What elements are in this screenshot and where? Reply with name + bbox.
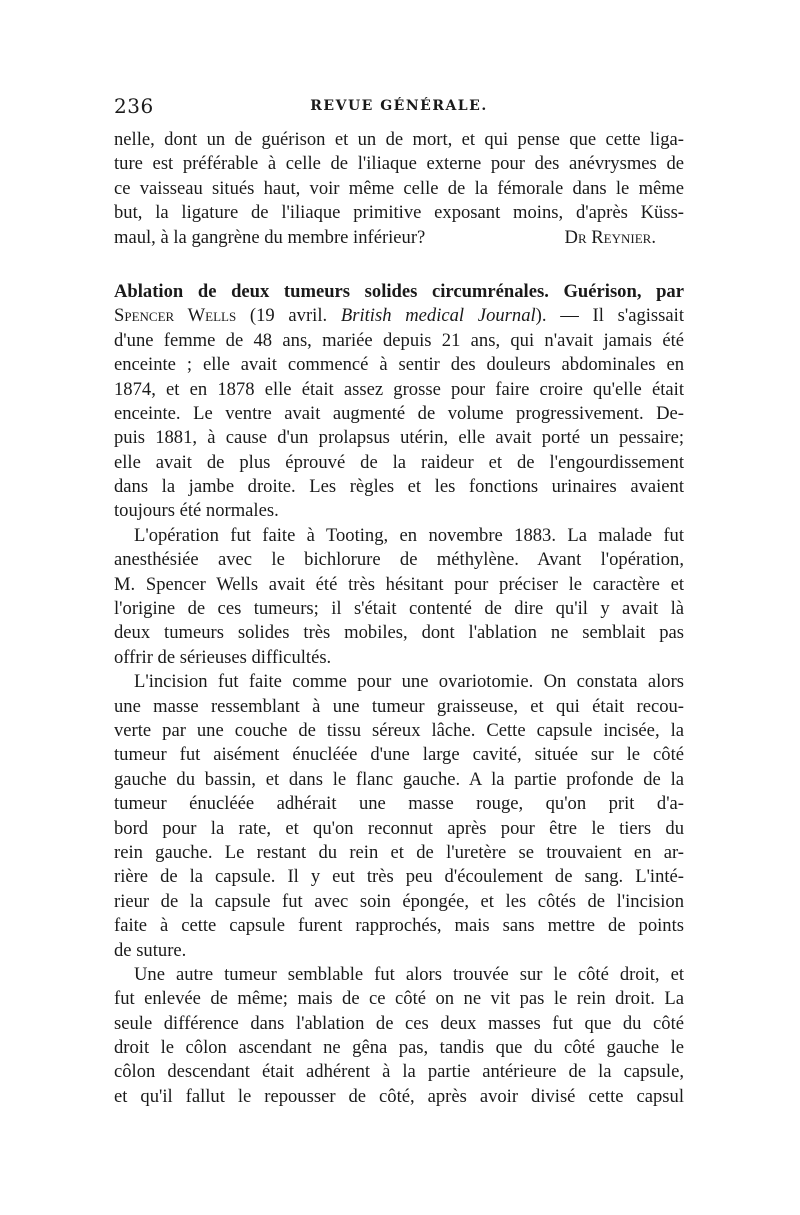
text-line: seule différence dans l'ablation de ces deux masses fut que du côté — [114, 1012, 684, 1034]
text-line: l'origine de ces tumeurs; il s'était contenté de dire qu'il y avait là — [114, 598, 684, 620]
citation-line — [114, 304, 684, 328]
text-line: d'une femme de 48 ans, mariée depuis 21 ans, qui n'avait jamais été — [114, 329, 684, 351]
page-number: 236 — [114, 94, 154, 118]
text-line: toujours été normales. — [114, 500, 279, 522]
text-line: anesthésiée avec le bichlorure de méthylène. Avant l'opération, — [114, 549, 684, 571]
article-author: Spencer Wells — [114, 305, 237, 327]
signature-row — [114, 226, 684, 250]
text-line: elle avait de plus éprouvé de la raideur et de l'engourdissement — [114, 451, 684, 473]
text-line: droit le côlon ascendant ne gêna pas, tandis que du côté gauche le — [114, 1037, 684, 1059]
citation-close: ). — Il s'agissait — [535, 305, 684, 327]
article-title: Ablation de deux tumeurs solides circumrénales. Guérison, par — [114, 280, 684, 302]
text-line: côlon descendant était adhérent à la partie antérieure de la capsule, — [114, 1061, 684, 1083]
text-line: enceinte ; elle avait commencé à sentir des douleurs abdominales en — [114, 354, 684, 376]
text-line: verte par une couche de tissu séreux lâche. Cette capsule incisée, la — [114, 720, 684, 741]
text-line: gauche du bassin, et dans le flanc gauche. A la partie profonde de la — [114, 768, 684, 790]
author-signature: Dr Reynier. — [564, 226, 656, 248]
text-line: enceinte. Le ventre avait augmenté de volume progressivement. De- — [114, 402, 684, 424]
running-header — [114, 94, 684, 124]
paragraph-start: L'opération fut faite à Tooting, en novembre 1883. La malade fut — [134, 524, 684, 546]
text-line: rieur de la capsule fut avec soin épongée, et les côtés de l'incision — [114, 890, 684, 912]
text-line: ce vaisseau situés haut, voir même celle de la fémorale dans le même — [114, 177, 684, 199]
paragraph-start: L'incision fut faite comme pour une ovariotomie. On constata alors — [134, 671, 684, 693]
text-line: de suture. — [114, 939, 187, 961]
text-line: deux tumeurs solides très mobiles, dont l'ablation ne semblait pas — [114, 622, 684, 644]
journal-title: REVUE GÉNÉRALE. — [310, 98, 488, 114]
text-line: une masse ressemblant à une tumeur graisseuse, et qui était recou- — [114, 695, 684, 717]
body-text — [114, 128, 684, 1109]
text-line: et qu'il fallut le repousser de côté, après avoir divisé cette capsul — [114, 1085, 684, 1107]
text-line: M. Spencer Wells avait été très hésitant pour préciser le caractère et — [114, 573, 684, 595]
text-line: maul, à la gangrène du membre inférieur? — [114, 226, 426, 248]
paragraph-start: Une autre tumeur semblable fut alors trouvée sur le côté droit, et — [134, 963, 684, 985]
text-line: but, la ligature de l'iliaque primitive exposant moins, d'après Küss- — [114, 202, 684, 224]
text-line: nelle, dont un de guérison et un de mort, et qui pense que cette liga- — [114, 129, 684, 150]
text-line: bord pour la rate, et qu'on reconnut après pour être le tiers du — [114, 817, 684, 839]
text-line: offrir de sérieuses difficultés. — [114, 646, 332, 668]
text-line: fut enlevée de même; mais de ce côté on ne vit pas le rein droit. La — [114, 988, 684, 1010]
text-line: tumeur énucléée adhérait une masse rouge, qu'on prit d'a- — [114, 793, 684, 815]
text-line: 1874, et en 1878 elle était assez grosse pour faire croire qu'elle était — [114, 378, 684, 400]
text-line: dans la jambe droite. Les règles et les fonctions urinaires avaient — [114, 476, 684, 498]
text-line: faite à cette capsule furent rapprochés, mais sans mettre de points — [114, 915, 684, 937]
text-line: tumeur fut aisément énucléée d'une large cavité, située sur le côté — [114, 744, 684, 766]
journal-name: British medical Journal — [340, 305, 536, 327]
section-spacer — [114, 250, 684, 280]
text-line: puis 1881, à cause d'un prolapsus utérin, elle avait porté un pessaire; — [114, 427, 684, 449]
text-line: ture est préférable à celle de l'iliaque externe pour des anévrysmes de — [114, 153, 684, 175]
citation-date: (19 avril. — [236, 305, 341, 327]
text-line: rière de la capsule. Il y eut très peu d'écoulement de sang. L'inté- — [114, 866, 684, 888]
text-line: rein gauche. Le restant du rein et de l'uretère se trouvaient en ar- — [114, 841, 684, 863]
